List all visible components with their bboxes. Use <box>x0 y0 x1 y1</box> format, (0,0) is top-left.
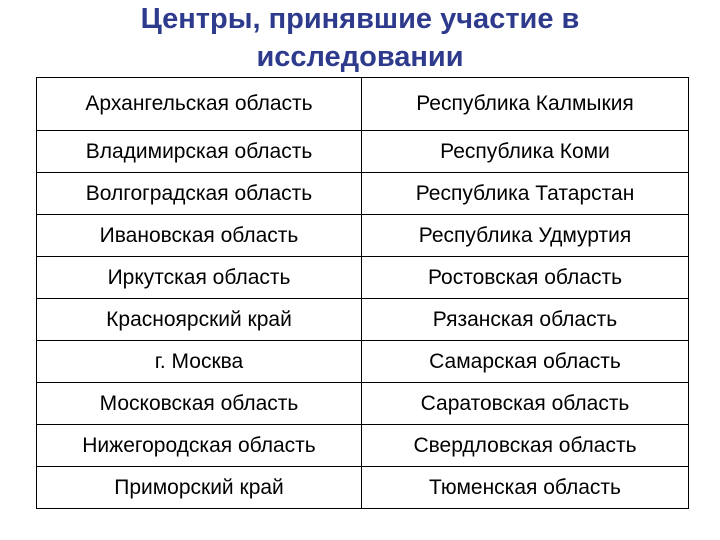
table-cell-left: Приморский край <box>37 467 362 509</box>
table-row <box>37 173 689 215</box>
table-row <box>37 257 689 299</box>
table-cell-right: Тюменская область <box>362 467 689 509</box>
table-cell-right: Республика Калмыкия <box>362 78 689 131</box>
table-row <box>37 383 689 425</box>
table-row <box>37 425 689 467</box>
table-cell-left: Ивановская область <box>37 215 362 257</box>
table-cell-left: Архангельская область <box>37 78 362 131</box>
table-cell-right: Рязанская область <box>362 299 689 341</box>
table-row <box>37 131 689 173</box>
table-cell-left: Иркутская область <box>37 257 362 299</box>
table-cell-right: Свердловская область <box>362 425 689 467</box>
regions-table <box>36 77 689 509</box>
slide-title-line-2: исследовании <box>256 41 464 73</box>
table-cell-left: г. Москва <box>37 341 362 383</box>
slide-title-line-1: Центры, принявшие участие в <box>140 3 580 35</box>
table-cell-right: Саратовская область <box>362 383 689 425</box>
table-cell-left: Владимирская область <box>37 131 362 173</box>
table-cell-right: Республика Удмуртия <box>362 215 689 257</box>
slide-title <box>60 0 660 76</box>
table-cell-right: Республика Татарстан <box>362 173 689 215</box>
table-cell-left: Нижегородская область <box>37 425 362 467</box>
table-row <box>37 467 689 509</box>
table-cell-right: Ростовская область <box>362 257 689 299</box>
table-cell-right: Республика Коми <box>362 131 689 173</box>
table-cell-left: Московская область <box>37 383 362 425</box>
table-cell-right: Самарская область <box>362 341 689 383</box>
table-row <box>37 341 689 383</box>
table-row <box>37 78 689 131</box>
table-cell-left: Волгоградская область <box>37 173 362 215</box>
table-cell-left: Красноярский край <box>37 299 362 341</box>
table-row <box>37 215 689 257</box>
table-row <box>37 299 689 341</box>
